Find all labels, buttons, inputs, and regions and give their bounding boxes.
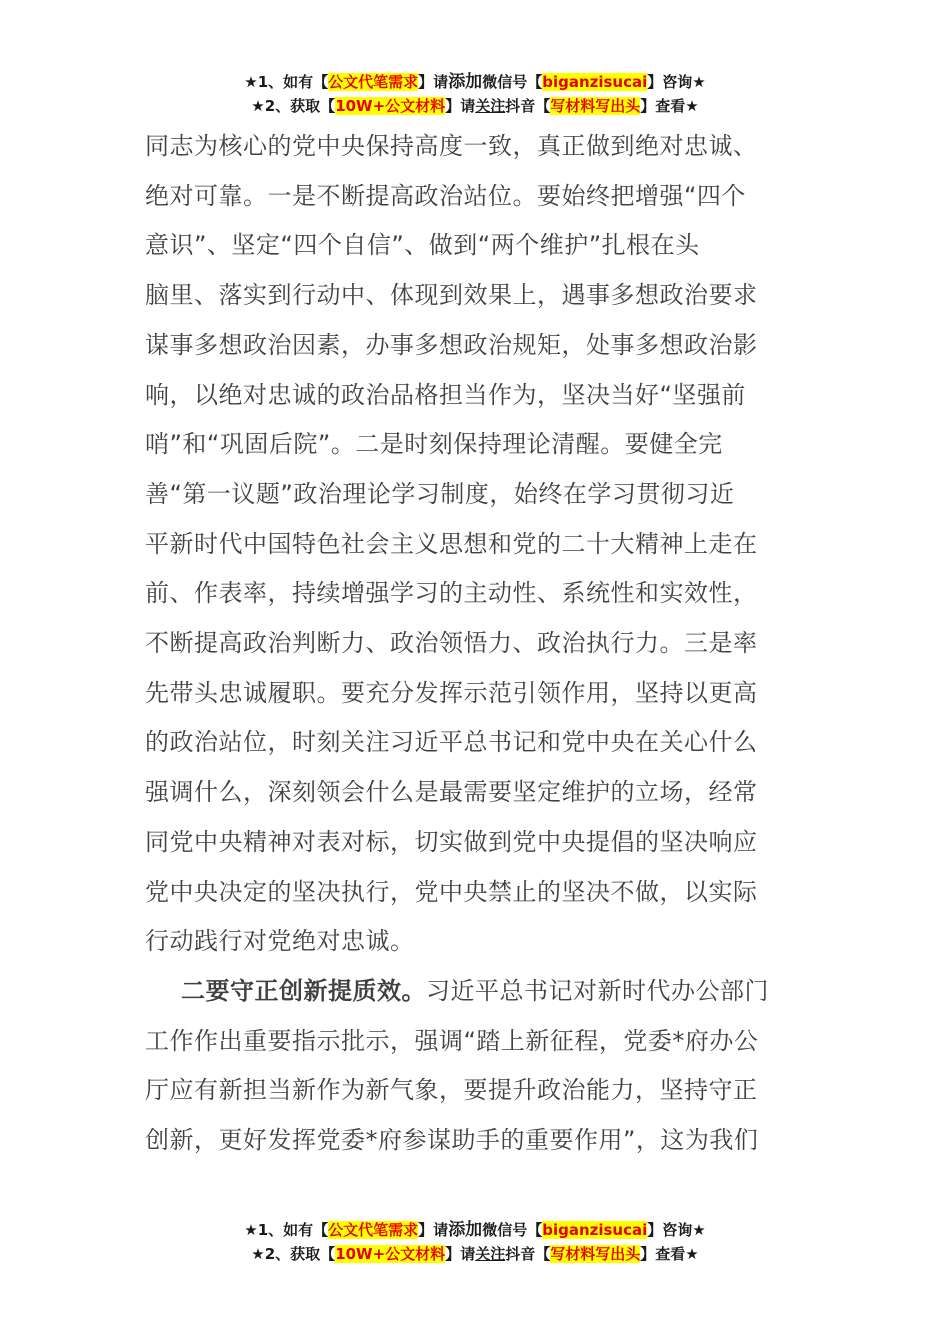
text-line: 厅应有新担当新作为新气象，要提升政治能力，坚持守正 bbox=[145, 1076, 758, 1105]
text-line: 不断提高政治判断力、政治领悟力、政治执行力。三是率 bbox=[145, 629, 758, 658]
text-line: 脑里、落实到行动中、体现到效果上，遇事多想政治要求 bbox=[145, 281, 758, 310]
banner-line-2: ★2、获取【10W+公文材料】请关注抖音【写材料写出头】查看★ bbox=[251, 97, 699, 115]
text-line: 党中央决定的坚决执行，党中央禁止的坚决不做，以实际 bbox=[145, 877, 758, 906]
banner-line-2: ★2、获取【10W+公文材料】请关注抖音【写材料写出头】查看★ bbox=[251, 1245, 699, 1263]
banner-wechat-id: biganzisucai bbox=[542, 1221, 648, 1239]
banner-douyin-id: 写材料写出头 bbox=[550, 97, 641, 115]
text-line: 行动践行对党绝对忠诚。 bbox=[145, 927, 415, 956]
text-line: 善“第一议题”政治理论学习制度，始终在学习贯彻习近 bbox=[145, 479, 735, 508]
banner-highlight: 公文代笔需求 bbox=[328, 73, 419, 91]
text-line: 绝对可靠。一是不断提高政治站位。要始终把增强“四个 bbox=[145, 181, 746, 210]
text-line: 先带头忠诚履职。要充分发挥示范引领作用，坚持以更高 bbox=[145, 678, 758, 707]
banner-wechat-id: biganzisucai bbox=[542, 73, 648, 91]
footer-banner bbox=[0, 1218, 950, 1266]
section-heading: 二要守正创新提质效。 bbox=[181, 976, 426, 1005]
text-line: 创新，更好发挥党委*府参谋助手的重要作用”，这为我们 bbox=[145, 1126, 759, 1155]
paragraph-2 bbox=[145, 967, 810, 1166]
text-line: 同志为核心的党中央保持高度一致，真正做到绝对忠诚、 bbox=[145, 132, 758, 160]
text-line: 的政治站位，时刻关注习近平总书记和党中央在关心什么 bbox=[145, 728, 758, 757]
paragraph-1 bbox=[145, 122, 810, 967]
text-line: 谋事多想政治因素，办事多想政治规矩，处事多想政治影 bbox=[145, 330, 758, 359]
text-line: 哨”和“巩固后院”。二是时刻保持理论清醒。要健全完 bbox=[145, 430, 723, 459]
banner-highlight: 公文代笔需求 bbox=[328, 1221, 419, 1239]
banner-line-1: ★1、如有【公文代笔需求】请添加微信号【biganzisucai】咨询★ bbox=[244, 72, 706, 92]
text-line: 意识”、坚定“四个自信”、做到“两个维护”扎根在头 bbox=[145, 231, 700, 260]
banner-line-1: ★1、如有【公文代笔需求】请添加微信号【biganzisucai】咨询★ bbox=[244, 1220, 706, 1240]
text-line: 前、作表率，持续增强学习的主动性、系统性和实效性， bbox=[145, 579, 758, 608]
banner-highlight: 10W+公文材料 bbox=[335, 97, 446, 115]
text-line: 响，以绝对忠诚的政治品格担当作为，坚决当好“坚强前 bbox=[145, 380, 746, 409]
text-line: 工作作出重要指示批示，强调“踏上新征程，党委*府办公 bbox=[145, 1026, 759, 1055]
text-line: 二要守正创新提质效。习近平总书记对新时代办公部门 bbox=[181, 976, 769, 1005]
banner-highlight: 10W+公文材料 bbox=[335, 1245, 446, 1263]
banner-douyin-id: 写材料写出头 bbox=[550, 1245, 641, 1263]
text-line: 平新时代中国特色社会主义思想和党的二十大精神上走在 bbox=[145, 529, 758, 558]
header-banner bbox=[0, 70, 950, 118]
text-line: 同党中央精神对表对标，切实做到党中央提倡的坚决响应 bbox=[145, 827, 758, 856]
text-line: 强调什么，深刻领会什么是最需要坚定维护的立场，经常 bbox=[145, 778, 758, 807]
document-body bbox=[145, 122, 810, 1166]
